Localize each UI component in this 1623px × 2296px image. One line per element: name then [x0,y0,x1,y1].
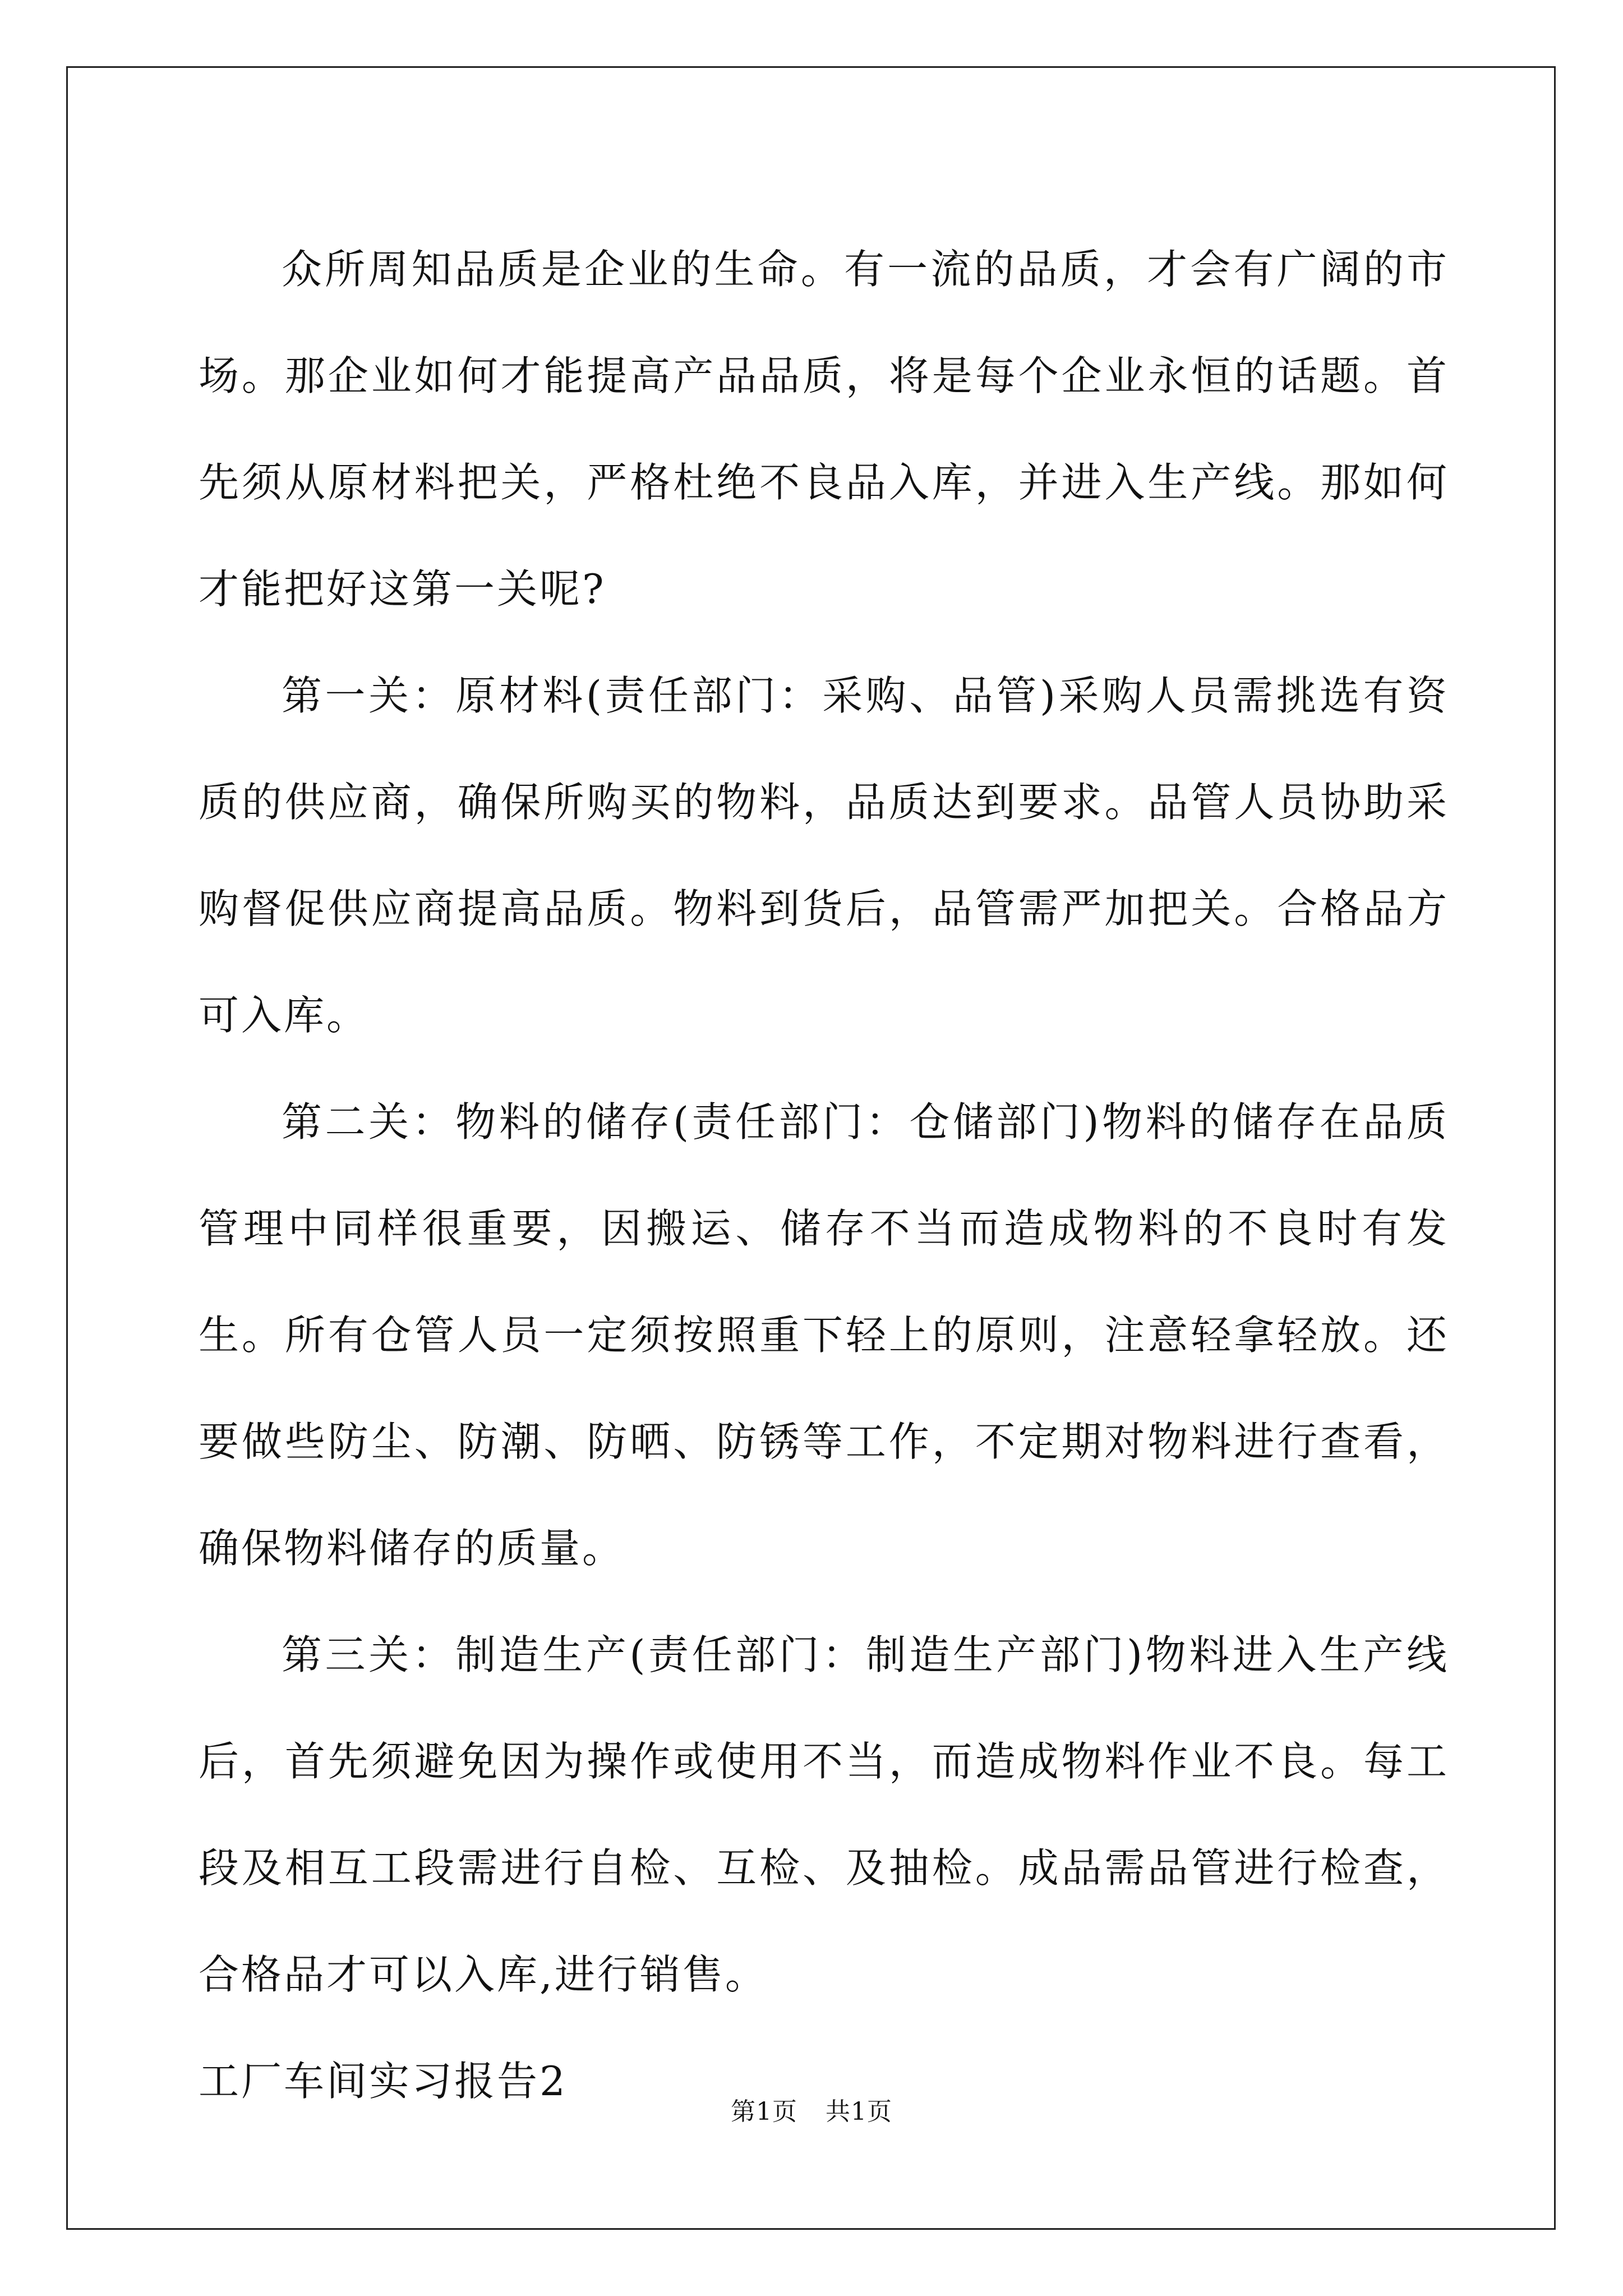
paragraph-intro: 众所周知品质是企业的生命。有一流的品质，才会有广阔的市场。那企业如何才能提高产品品质，将是每个企业永恒的话题。首先须从原材料把关，严格杜绝不良品入库，并进入生产线。那如何才能把好这第一关呢? [199,246,1449,613]
document-body [199,216,1449,2134]
page-number: 第1页 [731,2097,797,2126]
paragraph-first-checkpoint: 第一关：原材料(责任部门：采购、品管)采购人员需挑选有资质的供应商，确保所购买的物料，品质达到要求。品管人员协助采购督促供应商提高品质。物料到货后，品管需严加把关。合格品方可入库。 [199,672,1449,1039]
page-footer [0,2095,1623,2129]
paragraph-third-checkpoint: 第三关：制造生产(责任部门：制造生产部门)物料进入生产线后，首先须避免因为操作或使用不当，而造成物料作业不良。每工段及相互工段需进行自检、互检、及抽检。成品需品管进行检查，合格品才可以入库,进行销售。 [199,1631,1449,1998]
section-heading: 工厂车间实习报告2 [199,2058,568,2105]
page-total: 共1页 [826,2097,892,2126]
paragraph-second-checkpoint: 第二关：物料的储存(责任部门：仓储部门)物料的储存在品质管理中同样很重要，因搬运、储存不当而造成物料的不良时有发生。所有仓管人员一定须按照重下轻上的原则，注意轻拿轻放。还要做些防尘、防潮、防晒、防锈等工作，不定期对物料进行查看，确保物料储存的质量。 [199,1098,1449,1572]
